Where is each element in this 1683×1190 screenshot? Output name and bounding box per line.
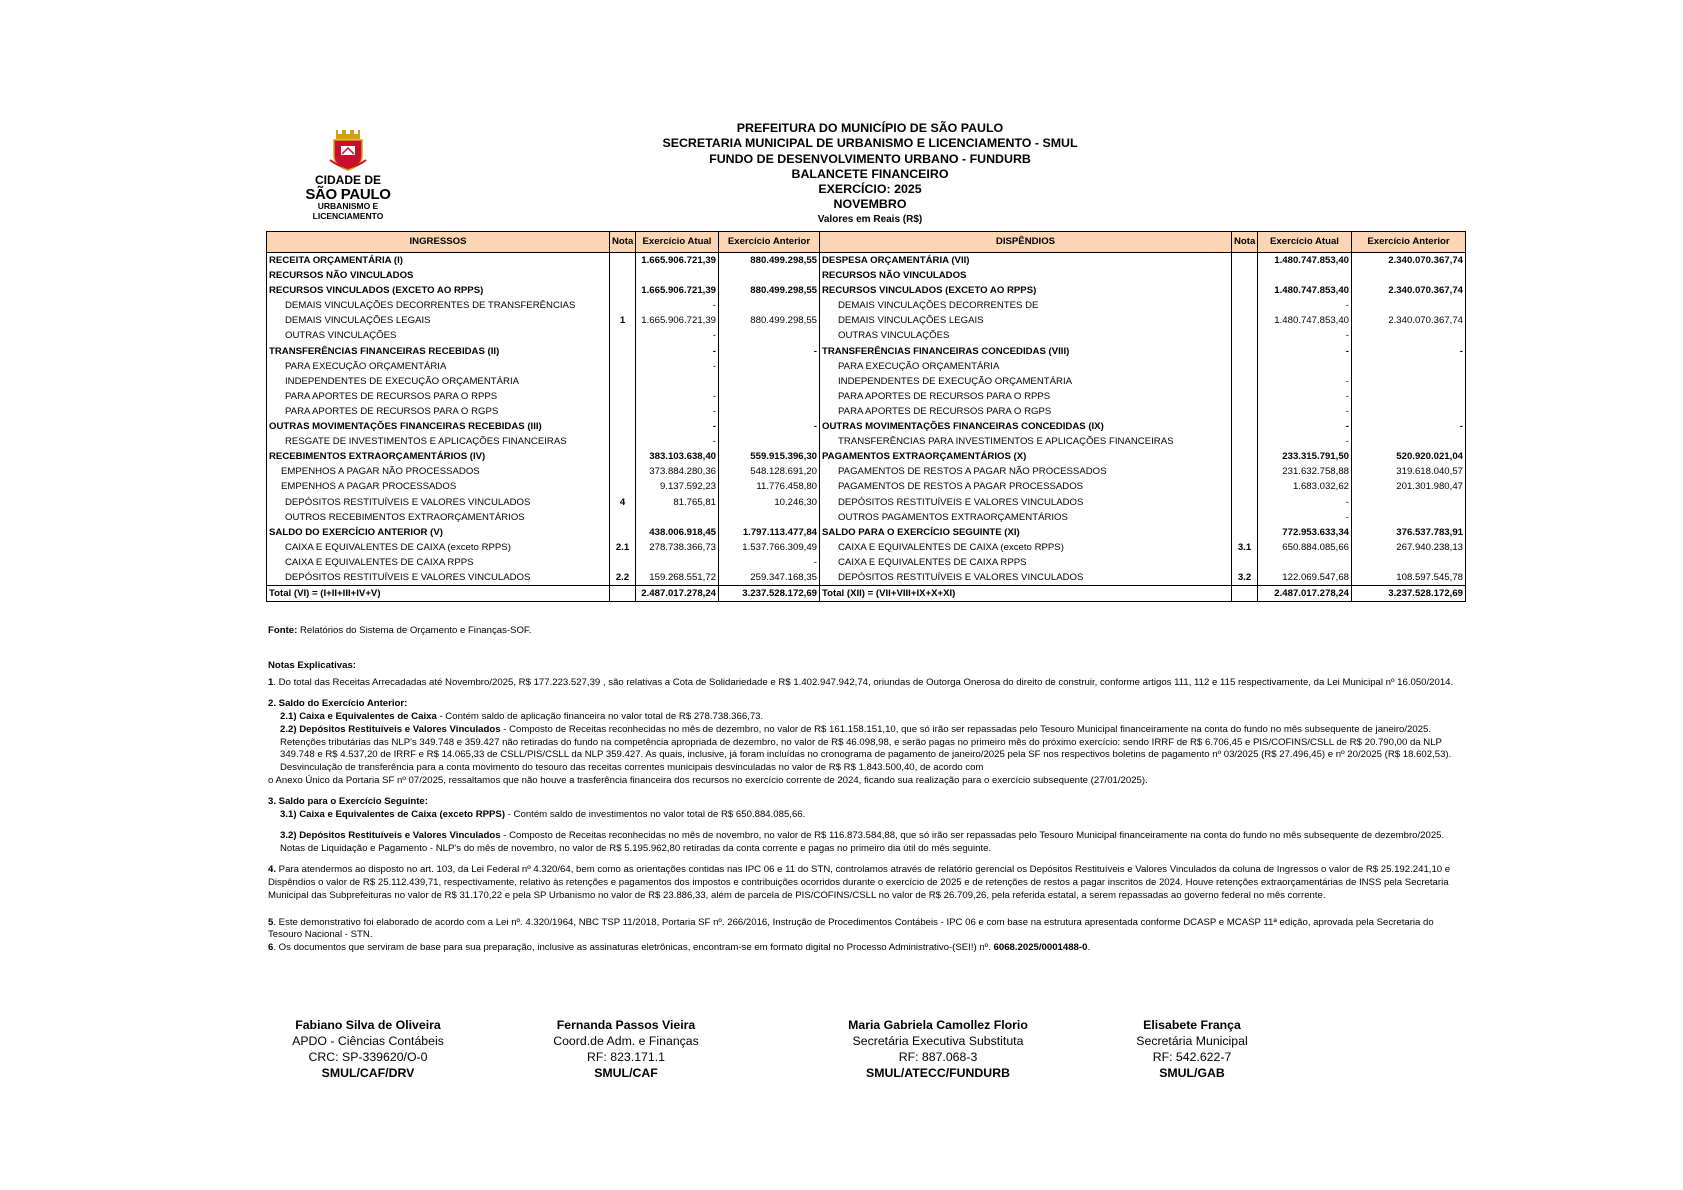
- signer-id: RF: 887.068-3: [898, 1050, 978, 1064]
- ingresso-label: RESGATE DE INVESTIMENTOS E APLICAÇÕES FINANCEIRAS: [267, 434, 610, 449]
- dispendio-exercicio-anterior: [1352, 434, 1466, 449]
- col-header-nota: Nota: [610, 232, 636, 253]
- notes-title: Notas Explicativas:: [268, 660, 356, 671]
- table-row: [267, 464, 1466, 479]
- dispendio-exercicio-anterior: [1352, 495, 1466, 510]
- dispendio-nota: [1232, 268, 1258, 283]
- dispendio-nota: [1232, 586, 1258, 602]
- ingresso-label: Total (VI) = (I+II+III+IV+V): [267, 586, 610, 602]
- ingresso-nota: [610, 434, 636, 449]
- dispendio-nota: [1232, 253, 1258, 269]
- ingresso-exercicio-anterior: -: [719, 555, 820, 570]
- table-row: [267, 313, 1466, 328]
- dispendio-nota: [1232, 328, 1258, 343]
- note-2-2: [268, 724, 1464, 776]
- ingresso-exercicio-atual: 159.268.551,72: [636, 570, 719, 586]
- ingresso-exercicio-anterior: [719, 434, 820, 449]
- signer-unit: SMUL/CAF/DRV: [321, 1066, 415, 1080]
- ingresso-exercicio-anterior: 10.246,30: [719, 495, 820, 510]
- note-subtitle: 3.1) Caixa e Equivalentes de Caixa (exceto RPPS): [280, 809, 506, 821]
- note-number: 1: [268, 676, 274, 688]
- dispendio-exercicio-anterior: [1352, 389, 1466, 404]
- dispendio-exercicio-atual: -: [1258, 344, 1352, 359]
- logo-line-2: SÃO PAULO: [305, 186, 391, 203]
- dispendio-nota: [1232, 419, 1258, 434]
- dispendio-exercicio-anterior: [1352, 374, 1466, 389]
- ingresso-label: DEMAIS VINCULAÇÕES LEGAIS: [267, 313, 610, 328]
- ingresso-label: OUTRAS VINCULAÇÕES: [267, 328, 610, 343]
- ingresso-label: PARA EXECUÇÃO ORÇAMENTÁRIA: [267, 359, 610, 374]
- signer-role: APDO - Ciências Contábeis: [292, 1034, 444, 1048]
- dispendio-label: PAGAMENTOS DE RESTOS A PAGAR PROCESSADOS: [820, 479, 1232, 494]
- ingresso-exercicio-atual: -: [636, 344, 719, 359]
- dispendio-exercicio-anterior: 520.920.021,04: [1352, 449, 1466, 464]
- ingresso-exercicio-anterior: 3.237.528.172,69: [719, 586, 820, 602]
- dispendio-nota: [1232, 525, 1258, 540]
- dispendio-label: CAIXA E EQUIVALENTES DE CAIXA (exceto RPPS): [820, 540, 1232, 555]
- dispendio-nota: [1232, 555, 1258, 570]
- dispendio-exercicio-atual: -: [1258, 434, 1352, 449]
- table-row: [267, 359, 1466, 374]
- dispendio-label: OUTRAS VINCULAÇÕES: [820, 328, 1232, 343]
- signer-role: Secretária Municipal: [1136, 1034, 1248, 1048]
- ingresso-exercicio-atual: [636, 268, 719, 283]
- dispendio-exercicio-anterior: 376.537.783,91: [1352, 525, 1466, 540]
- ingresso-exercicio-atual: 1.665.906.721,39: [636, 253, 719, 269]
- dispendio-exercicio-atual: -: [1258, 404, 1352, 419]
- table-row: [267, 540, 1466, 555]
- dispendio-exercicio-atual: 1.480.747.853,40: [1258, 283, 1352, 298]
- dispendio-label: PARA APORTES DE RECURSOS PARA O RPPS: [820, 389, 1232, 404]
- ingresso-label: DEMAIS VINCULAÇÕES DECORRENTES DE TRANSFERÊNCIAS: [267, 298, 610, 313]
- col-header-ingressos: INGRESSOS: [267, 232, 610, 253]
- dispendio-exercicio-anterior: [1352, 510, 1466, 525]
- ingresso-nota: [610, 389, 636, 404]
- signer-unit: SMUL/ATECC/FUNDURB: [866, 1066, 1010, 1080]
- ingresso-nota: [610, 555, 636, 570]
- note-subtitle: 2.2) Depósitos Restituíveis e Valores Vinculados: [280, 723, 501, 735]
- ingresso-exercicio-atual: 81.765,81: [636, 495, 719, 510]
- ingresso-label: CAIXA E EQUIVALENTES DE CAIXA RPPS: [267, 555, 610, 570]
- dispendio-exercicio-anterior: -: [1352, 419, 1466, 434]
- col-header-exercicio-anterior: Exercício Anterior: [719, 232, 820, 253]
- signature-block: [818, 1017, 1058, 1081]
- ingresso-nota: [610, 479, 636, 494]
- dispendio-nota: [1232, 479, 1258, 494]
- signer-name: Maria Gabriela Camollez Florio: [848, 1018, 1028, 1032]
- note-3-1: [268, 809, 1464, 822]
- header-line: NOVEMBRO: [833, 197, 907, 212]
- dispendio-nota: [1232, 434, 1258, 449]
- ingresso-exercicio-atual: [636, 374, 719, 389]
- ingresso-label: RECURSOS VINCULADOS (EXCETO AO RPPS): [267, 283, 610, 298]
- dispendio-exercicio-anterior: [1352, 328, 1466, 343]
- ingresso-label: RECEBIMENTOS EXTRAORÇAMENTÁRIOS (IV): [267, 449, 610, 464]
- dispendio-exercicio-atual: 1.480.747.853,40: [1258, 253, 1352, 269]
- ingresso-exercicio-anterior: 259.347.168,35: [719, 570, 820, 586]
- table-body: [267, 253, 1466, 602]
- ingresso-nota: 2.1: [610, 540, 636, 555]
- dispendio-exercicio-atual: 1.683.032,62: [1258, 479, 1352, 494]
- currency-unit: Valores em Reais (R$): [817, 213, 923, 225]
- table-row: [267, 495, 1466, 510]
- ingresso-exercicio-anterior: 880.499.298,55: [719, 283, 820, 298]
- ingresso-label: RECEITA ORÇAMENTÁRIA (I): [267, 253, 610, 269]
- dispendio-exercicio-atual: [1258, 268, 1352, 283]
- dispendio-exercicio-anterior: 201.301.980,47: [1352, 479, 1466, 494]
- dispendio-exercicio-atual: [1258, 555, 1352, 570]
- table-row: [267, 298, 1466, 313]
- ingresso-nota: [610, 359, 636, 374]
- dispendio-label: DEPÓSITOS RESTITUÍVEIS E VALORES VINCULADOS: [820, 495, 1232, 510]
- ingresso-exercicio-anterior: [719, 359, 820, 374]
- signer-id: CRC: SP-339620/O-0: [308, 1050, 428, 1064]
- table-row: [267, 283, 1466, 298]
- note-text: .: [1087, 942, 1091, 954]
- dispendio-exercicio-anterior: [1352, 268, 1466, 283]
- note-5: [268, 917, 1464, 943]
- table-row: [267, 253, 1466, 269]
- ingresso-nota: [610, 404, 636, 419]
- signer-unit: SMUL/GAB: [1159, 1066, 1225, 1080]
- ingresso-nota: 2.2: [610, 570, 636, 586]
- ingresso-label: PARA APORTES DE RECURSOS PARA O RGPS: [267, 404, 610, 419]
- header-line: PREFEITURA DO MUNICÍPIO DE SÃO PAULO: [736, 121, 1004, 135]
- dispendio-nota: [1232, 495, 1258, 510]
- ingresso-exercicio-atual: -: [636, 434, 719, 449]
- ingresso-exercicio-anterior: -: [719, 344, 820, 359]
- note-text: - Contém saldo de investimentos no valor total de R$ 650.884.085,66.: [505, 809, 806, 821]
- logo: [300, 130, 396, 221]
- signature-block: [516, 1017, 736, 1081]
- signer-role: Secretária Executiva Substituta: [852, 1034, 1024, 1048]
- table-row: [267, 434, 1466, 449]
- dispendio-label: TRANSFERÊNCIAS PARA INVESTIMENTOS E APLICAÇÕES FINANCEIRAS: [820, 434, 1232, 449]
- dispendio-label: Total (XII) = (VII+VIII+IX+X+XI): [820, 586, 1232, 602]
- dispendio-nota: [1232, 510, 1258, 525]
- dispendio-nota: [1232, 404, 1258, 419]
- ingresso-exercicio-atual: [636, 555, 719, 570]
- dispendio-nota: [1232, 283, 1258, 298]
- table-row: [267, 555, 1466, 570]
- ingresso-exercicio-atual: -: [636, 328, 719, 343]
- note-3-title: [268, 796, 1464, 809]
- dispendio-label: PAGAMENTOS DE RESTOS A PAGAR NÃO PROCESSADOS: [820, 464, 1232, 479]
- ingresso-exercicio-atual: 383.103.638,40: [636, 449, 719, 464]
- note-2-1: [268, 711, 1464, 724]
- dispendio-exercicio-atual: -: [1258, 419, 1352, 434]
- ingresso-nota: 4: [610, 495, 636, 510]
- ingresso-exercicio-atual: -: [636, 419, 719, 434]
- table-row: [267, 449, 1466, 464]
- ingresso-exercicio-atual: -: [636, 359, 719, 374]
- dispendio-exercicio-atual: -: [1258, 328, 1352, 343]
- note-text: - Composto de Receitas reconhecidas no mês de novembro, no valor de R$ 116.873.584,88, que só irão ser repassadas pelo Tesouro Municipal financeiramente na conta do fundo no mês subsequente de dezembro/2025. Notas de Liquidação e Pagamento - NLP's do mês de novembro, no valor de R$ 5.195.962,80 retiradas da conta corrente e pagas no primeiro dia útil do mês seguinte.: [280, 829, 1445, 854]
- dispendio-exercicio-atual: [1258, 359, 1352, 374]
- dispendio-exercicio-atual: -: [1258, 510, 1352, 525]
- ingresso-nota: 1: [610, 313, 636, 328]
- note-number: 3: [268, 796, 274, 808]
- ingresso-exercicio-atual: 1.665.906.721,39: [636, 283, 719, 298]
- ingresso-exercicio-anterior: 548.128.691,20: [719, 464, 820, 479]
- ingresso-exercicio-anterior: 880.499.298,55: [719, 313, 820, 328]
- logo-line-4: LICENCIAMENTO: [312, 210, 384, 221]
- ingresso-exercicio-atual: 9.137.592,23: [636, 479, 719, 494]
- dispendio-nota: [1232, 359, 1258, 374]
- ingresso-nota: [610, 525, 636, 540]
- table-row: [267, 419, 1466, 434]
- ingresso-nota: [610, 464, 636, 479]
- signer-id: RF: 823.171.1: [587, 1050, 665, 1064]
- dispendio-nota: [1232, 344, 1258, 359]
- note-text: - Composto de Receitas reconhecidas no mês de dezembro, no valor de R$ 161.158.151,10, que só irão ser repassadas pelo Tesouro Municipal financeiramente na conta do fundo no mês subsequente de janeiro/2025. Retenções tributárias das NLP's 349.748 e 359.427 não retiradas do fundo na competência apropriada de dezembro, no valor de R$ 46.098,98, e serão pagas no primeiro mês do próximo exercício: sendo IRRF de R$ 6.706,45 e PIS/COFINS/CSLL de R$ 20.790,00 da NLP 349.748 e R$ 4.537,20 de IRRF e R$ 14.065,33 de CSLL/PIS/CSLL da NLP 359.427. As quais, inclusive, já foram incluídas no cronograma de pagamento de janeiro/2025 pela SF nos respectivos boletins de pagamento nº 03/2025 (R$ 27.496,45) e nº 20/2025 (R$ 18.602,53). Desvinculação de transferência para a conta movimento do tesouro das receitas correntes municipais desvinculadas no valor de R$ R$ 1.843.500,40, de acordo com: [280, 723, 1452, 774]
- ingresso-exercicio-anterior: [719, 268, 820, 283]
- source-note: [268, 625, 531, 636]
- ingresso-nota: [610, 283, 636, 298]
- dispendio-label: DEPÓSITOS RESTITUÍVEIS E VALORES VINCULADOS: [820, 570, 1232, 586]
- table-row: [267, 586, 1466, 602]
- dispendio-exercicio-atual: 231.632.758,88: [1258, 464, 1352, 479]
- dispendio-label: DEMAIS VINCULAÇÕES LEGAIS: [820, 313, 1232, 328]
- dispendio-nota: 3.1: [1232, 540, 1258, 555]
- dispendio-label: CAIXA E EQUIVALENTES DE CAIXA RPPS: [820, 555, 1232, 570]
- note-subtitle: 3.2) Depósitos Restituíveis e Valores Vinculados: [280, 829, 501, 841]
- ingresso-exercicio-anterior: [719, 389, 820, 404]
- ingresso-exercicio-atual: -: [636, 404, 719, 419]
- note-number: 4.: [268, 863, 277, 875]
- city-coat-of-arms-icon: [328, 130, 368, 172]
- note-title: . Saldo do Exercício Anterior:: [273, 697, 408, 709]
- ingresso-exercicio-anterior: 1.537.766.309,49: [719, 540, 820, 555]
- table-row: [267, 479, 1466, 494]
- note-text: . Este demonstrativo foi elaborado de acordo com a Lei nº. 4.320/1964, NBC TSP 11/2018, Portaria SF nº. 266/2016, Instrução de Procedimentos Contábeis - IPC 06 e com base na estrutura apresentada conforme DCASP e MCASP 11ª edição, aprovada pela Secretaria do Tesouro Nacional - STN.: [268, 916, 1434, 941]
- dispendio-exercicio-atual: 650.884.085,66: [1258, 540, 1352, 555]
- ingresso-exercicio-atual: 373.884.280,36: [636, 464, 719, 479]
- note-number: 5: [268, 916, 274, 928]
- col-header-exercicio-atual: Exercício Atual: [1258, 232, 1352, 253]
- ingresso-exercicio-atual: 438.006.918,45: [636, 525, 719, 540]
- header-line: BALANCETE FINANCEIRO: [791, 166, 949, 181]
- logo-line-3: URBANISMO E: [317, 201, 379, 211]
- dispendio-label: PARA APORTES DE RECURSOS PARA O RGPS: [820, 404, 1232, 419]
- dispendio-label: SALDO PARA O EXERCÍCIO SEGUINTE (XI): [820, 525, 1232, 540]
- dispendio-exercicio-anterior: 3.237.528.172,69: [1352, 586, 1466, 602]
- dispendio-exercicio-atual: 1.480.747.853,40: [1258, 313, 1352, 328]
- dispendio-exercicio-anterior: [1352, 298, 1466, 313]
- dispendio-exercicio-anterior: 267.940.238,13: [1352, 540, 1466, 555]
- signer-id: RF: 542.622-7: [1152, 1050, 1232, 1064]
- signer-unit: SMUL/CAF: [594, 1066, 658, 1080]
- ingresso-exercicio-anterior: 1.797.113.477,84: [719, 525, 820, 540]
- note-title: . Saldo para o Exercício Seguinte:: [273, 796, 428, 808]
- ingresso-nota: [610, 298, 636, 313]
- ingresso-label: RECURSOS NÃO VINCULADOS: [267, 268, 610, 283]
- signature-block: [1082, 1017, 1302, 1081]
- note-subtitle: 2.1) Caixa e Equivalentes de Caixa: [280, 710, 437, 722]
- note-6: [268, 942, 1464, 955]
- explanatory-notes: [268, 660, 1464, 955]
- ingresso-label: TRANSFERÊNCIAS FINANCEIRAS RECEBIDAS (II): [267, 344, 610, 359]
- process-number: 6068.2025/0001488-0: [993, 942, 1088, 954]
- ingresso-nota: [610, 328, 636, 343]
- table-row: [267, 404, 1466, 419]
- source-text: Relatórios do Sistema de Orçamento e Finanças-SOF.: [297, 625, 532, 636]
- note-text: . Os documentos que serviram de base para sua preparação, inclusive as assinaturas eletrônicas, encontram-se em formato digital no Processo Administrativo-(SEI!) nº.: [273, 942, 994, 954]
- col-header-exercicio-atual: Exercício Atual: [636, 232, 719, 253]
- dispendio-nota: [1232, 298, 1258, 313]
- dispendio-label: OUTROS PAGAMENTOS EXTRAORÇAMENTÁRIOS: [820, 510, 1232, 525]
- note-number: 2: [268, 697, 274, 709]
- ingresso-label: OUTROS RECEBIMENTOS EXTRAORÇAMENTÁRIOS: [267, 510, 610, 525]
- signer-role: Coord.de Adm. e Finanças: [553, 1034, 699, 1048]
- dispendio-label: RECURSOS VINCULADOS (EXCETO AO RPPS): [820, 283, 1232, 298]
- ingresso-exercicio-atual: 278.738.366,73: [636, 540, 719, 555]
- logo-line-1: CIDADE DE: [314, 173, 381, 187]
- ingresso-exercicio-anterior: [719, 510, 820, 525]
- ingresso-exercicio-atual: 2.487.017.278,24: [636, 586, 719, 602]
- ingresso-exercicio-atual: -: [636, 389, 719, 404]
- ingresso-nota: [610, 253, 636, 269]
- ingresso-exercicio-anterior: -: [719, 419, 820, 434]
- col-header-nota: Nota: [1232, 232, 1258, 253]
- ingresso-exercicio-atual: [636, 510, 719, 525]
- dispendio-exercicio-atual: -: [1258, 495, 1352, 510]
- dispendio-exercicio-anterior: [1352, 555, 1466, 570]
- ingresso-nota: [610, 510, 636, 525]
- ingresso-nota: [610, 374, 636, 389]
- note-1: [268, 677, 1464, 690]
- ingresso-label: INDEPENDENTES DE EXECUÇÃO ORÇAMENTÁRIA: [267, 374, 610, 389]
- dispendio-exercicio-atual: -: [1258, 298, 1352, 313]
- dispendio-exercicio-anterior: -: [1352, 344, 1466, 359]
- dispendio-label: PAGAMENTOS EXTRAORÇAMENTÁRIOS (X): [820, 449, 1232, 464]
- table-row: [267, 389, 1466, 404]
- note-2-title: [268, 698, 1464, 711]
- ingresso-nota: [610, 268, 636, 283]
- ingresso-label: DEPÓSITOS RESTITUÍVEIS E VALORES VINCULADOS: [267, 495, 610, 510]
- dispendio-exercicio-anterior: 2.340.070.367,74: [1352, 283, 1466, 298]
- document-header: [560, 121, 1180, 226]
- dispendio-nota: [1232, 389, 1258, 404]
- ingresso-exercicio-anterior: 11.776.458,80: [719, 479, 820, 494]
- dispendio-exercicio-anterior: 2.340.070.367,74: [1352, 253, 1466, 269]
- col-header-exercicio-anterior: Exercício Anterior: [1352, 232, 1466, 253]
- dispendio-exercicio-atual: -: [1258, 389, 1352, 404]
- ingresso-label: DEPÓSITOS RESTITUÍVEIS E VALORES VINCULADOS: [267, 570, 610, 586]
- dispendio-label: RECURSOS NÃO VINCULADOS: [820, 268, 1232, 283]
- ingresso-exercicio-anterior: 559.915.396,30: [719, 449, 820, 464]
- ingresso-nota: [610, 586, 636, 602]
- ingresso-exercicio-anterior: 880.499.298,55: [719, 253, 820, 269]
- dispendio-exercicio-atual: 2.487.017.278,24: [1258, 586, 1352, 602]
- ingresso-exercicio-atual: -: [636, 298, 719, 313]
- note-4: [268, 864, 1464, 903]
- dispendio-exercicio-atual: 122.069.547,68: [1258, 570, 1352, 586]
- signer-name: Fernanda Passos Vieira: [556, 1018, 696, 1032]
- dispendio-label: TRANSFERÊNCIAS FINANCEIRAS CONCEDIDAS (VIII): [820, 344, 1232, 359]
- ingresso-exercicio-anterior: [719, 374, 820, 389]
- signer-name: Fabiano Silva de Oliveira: [295, 1018, 441, 1032]
- dispendio-nota: [1232, 464, 1258, 479]
- note-text: - Contém saldo de aplicação financeira no valor total de R$ 278.738.366,73.: [436, 710, 764, 722]
- ingresso-nota: [610, 344, 636, 359]
- ingresso-label: SALDO DO EXERCÍCIO ANTERIOR (V): [267, 525, 610, 540]
- dispendio-nota: [1232, 374, 1258, 389]
- source-label: Fonte:: [268, 625, 298, 636]
- table-row: [267, 344, 1466, 359]
- table-row: [267, 570, 1466, 586]
- ingresso-exercicio-anterior: [719, 328, 820, 343]
- note-text: Para atendermos ao disposto no art. 103, da Lei Federal nº 4.320/64, bem como as orientações contidas nas IPC 06 e 11 do STN, controlamos através de relatório gerencial os Depósitos Restituíveis e Valores Vinculados da coluna de Ingressos o valor de R$ 25.192.241,10 e Dispêndios o valor de R$ 25.112.439,71, respectivamente, relativo às retenções e pagamentos dos impostos e contribuições ocorridos durante o exercício de 2025 e de retenções de restos a pagar inscritos de 2024. Houve retenções extraorçamentárias de INSS pela Secretaria Municipal das Subprefeituras no valor de R$ 31.170,22 e pela SP Urbanismo no valor de R$ 23.886,33, além de parcela de PIS/COFINS/CSLL no valor de R$ 26.709,26, pela referida estatal, a serem repassadas ao governo federal no mês corrente.: [268, 863, 1451, 901]
- dispendio-nota: [1232, 449, 1258, 464]
- table-row: [267, 328, 1466, 343]
- dispendio-exercicio-atual: 233.315.791,50: [1258, 449, 1352, 464]
- note-3-2: [268, 830, 1464, 856]
- ingresso-exercicio-anterior: [719, 298, 820, 313]
- ingresso-label: PARA APORTES DE RECURSOS PARA O RPPS: [267, 389, 610, 404]
- signer-name: Elisabete França: [1143, 1018, 1241, 1032]
- dispendio-nota: 3.2: [1232, 570, 1258, 586]
- dispendio-nota: [1232, 313, 1258, 328]
- ingresso-label: OUTRAS MOVIMENTAÇÕES FINANCEIRAS RECEBIDAS (III): [267, 419, 610, 434]
- header-line: FUNDO DE DESENVOLVIMENTO URBANO - FUNDURB: [709, 151, 1031, 166]
- dispendio-label: OUTRAS MOVIMENTAÇÕES FINANCEIRAS CONCEDIDAS (IX): [820, 419, 1232, 434]
- header-line: SECRETARIA MUNICIPAL DE URBANISMO E LICENCIAMENTO - SMUL: [662, 136, 1078, 151]
- note-number: 6: [268, 942, 274, 954]
- ingresso-label: CAIXA E EQUIVALENTES DE CAIXA (exceto RPPS): [267, 540, 610, 555]
- dispendio-label: INDEPENDENTES DE EXECUÇÃO ORÇAMENTÁRIA: [820, 374, 1232, 389]
- dispendio-label: DEMAIS VINCULAÇÕES DECORRENTES DE: [820, 298, 1232, 313]
- ingresso-exercicio-atual: 1.665.906.721,39: [636, 313, 719, 328]
- dispendio-exercicio-anterior: 2.340.070.367,74: [1352, 313, 1466, 328]
- dispendio-exercicio-anterior: [1352, 359, 1466, 374]
- table-row: [267, 374, 1466, 389]
- col-header-dispendios: DISPÊNDIOS: [820, 232, 1232, 253]
- ingresso-label: EMPENHOS A PAGAR PROCESSADOS: [267, 479, 610, 494]
- note-text: . Do total das Receitas Arrecadadas até Novembro/2025, R$ 177.223.527,39 , são relativas a Cota de Solidariedade e R$ 1.402.947.942,74, oriundas de Outorga Onerosa do direito de construir, conforme artigos 111, 112 e 115 respectivamente, da Lei Municipal nº 16.050/2014.: [273, 676, 1454, 688]
- table-header-row: [267, 232, 1466, 253]
- ingresso-nota: [610, 419, 636, 434]
- ingresso-label: EMPENHOS A PAGAR NÃO PROCESSADOS: [267, 464, 610, 479]
- dispendio-label: DESPESA ORÇAMENTÁRIA (VII): [820, 253, 1232, 269]
- dispendio-exercicio-atual: 772.953.633,34: [1258, 525, 1352, 540]
- dispendio-exercicio-atual: -: [1258, 374, 1352, 389]
- dispendio-exercicio-anterior: [1352, 404, 1466, 419]
- table-row: [267, 525, 1466, 540]
- table-row: [267, 510, 1466, 525]
- balance-table: [266, 231, 1466, 602]
- note-2-2-cont: o Anexo Único da Portaria SF nº 07/2025, ressaltamos que não houve a trasferência financeira dos recursos no exercício corrente de 2024, ficando sua realização para o exercício subsequente (27/01/2025).: [268, 775, 1148, 787]
- signature-block: [258, 1017, 478, 1081]
- dispendio-label: PARA EXECUÇÃO ORÇAMENTÁRIA: [820, 359, 1232, 374]
- dispendio-exercicio-anterior: 108.597.545,78: [1352, 570, 1466, 586]
- ingresso-nota: [610, 449, 636, 464]
- header-line: EXERCÍCIO: 2025: [818, 182, 922, 197]
- dispendio-exercicio-anterior: 319.618.040,57: [1352, 464, 1466, 479]
- table-row: [267, 268, 1466, 283]
- ingresso-exercicio-anterior: [719, 404, 820, 419]
